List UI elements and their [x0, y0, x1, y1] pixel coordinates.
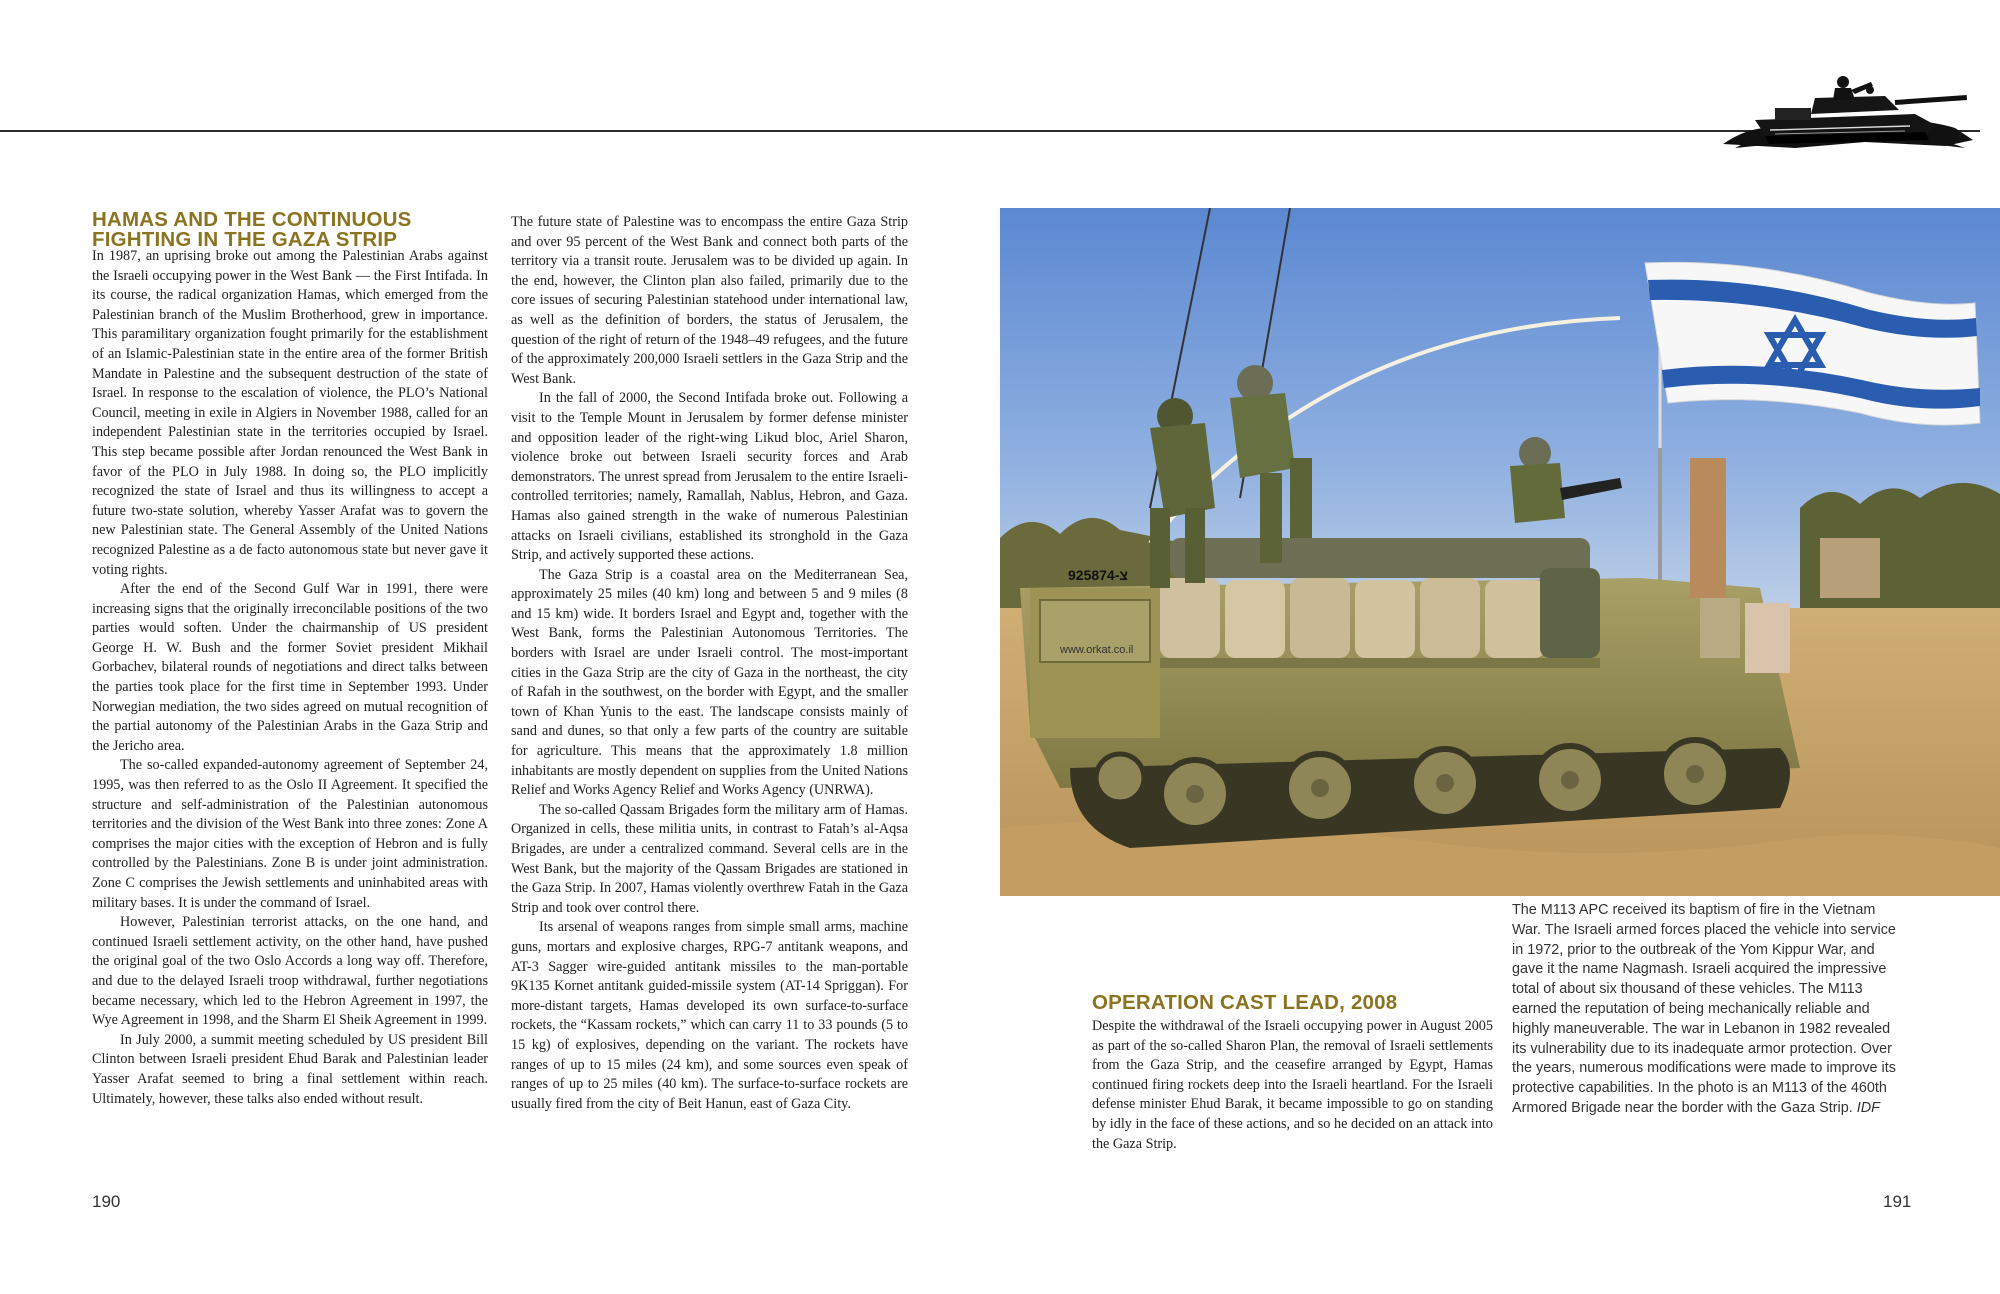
paragraph: The future state of Palestine was to encompass the entire Gaza Strip and over 95 percent of the West Bank and connect both parts of the territory via a transit route. Jerusalem was to be divided up again. In the end, however, the Clinton plan also failed, primarily due to the core issues of securing Palestinian statehood under international law, as well as the definition of borders, the status of Jerusalem, the question of the right of return of the 1948–49 refugees, and the future of the approximately 200,000 Israeli settlers in the Gaza Strip and the West Bank.: [511, 214, 908, 387]
photo-caption: [1512, 901, 1904, 1119]
paragraph: Its arsenal of weapons ranges from simple small arms, machine guns, mortars and explosive charges, RPG-7 antitank weapons, and AT-3 Sagger wire-guided antitank missiles to the man-portable 9K135 Kornet antitank guided-missile system (AT-14 Spriggan). For more-distant targets, Hamas developed its own surface-to-surface rockets, the “Kassam rockets,” which can carry 11 to 33 pounds (5 to 15 kg) of explosives, depending on the variant. The rockets have ranges of up to 15 miles (24 km), and some sources even speak of ranges of up to 25 miles (40 km). The surface-to-surface rockets are usually fired from the city of Beit Hanun, east of Gaza City.: [511, 919, 908, 1112]
left-page-column-1: [92, 247, 488, 1109]
right-page-column: [1092, 1017, 1493, 1154]
page-number-right: 191: [1883, 1192, 1912, 1211]
sandbags: [1160, 538, 1600, 668]
caption-text: The M113 APC received its baptism of fire in the Vietnam War. The Israeli armed forces placed the vehicle into service in 1972, prior to the outbreak of the Yom Kippur War, and gave it the name Nagmash. Israeli acquired the impressive total of about six thousand of these vehicles. The M113 earned the reputation of being mechanically reliable and highly maneuverable. The war in Lebanon in 1982 revealed its vulnerability due to its inadequate armor protection. Over the years, numerous modifications were made to improve its protective capabilities. In the photo is an M113 of the 460th Armored Brigade near the border with the Gaza Strip.: [1512, 902, 1896, 1116]
vehicle-side-text: www.orkat.co.il: [1060, 644, 1134, 656]
paragraph: In 1987, an uprising broke out among the Palestinian Arabs against the Israeli occupying power in the West Bank — the First Intifada. In its course, the radical organization Hamas, which emerged from the Palestinian branch of the Muslim Brotherhood, grew in importance. This paramilitary organization fought primarily for the establishment of an Islamic-Palestinian state in the entire area of the former British Mandate in Palestine and the subsequent destruction of the state of Israel. In response to the escalation of violence, the PLO’s National Council, meeting in exile in Algiers in November 1988, called for an independent Palestinian state in the territories occupied by Israel. This step became possible after Jordan renounced the West Bank in favor of the PLO in July 1988. In doing so, the PLO implicitly recognized the state of Israel and thus its willingness to accept a future two-state solution, whereby Yasser Arafat was to govern the new Palestinian state. The General Assembly of the United Nations recognized Palestine as a de facto autonomous state but never gave it voting rights.: [92, 248, 488, 578]
header-rule: [0, 130, 1980, 132]
tank-silhouette-icon: [1715, 52, 1975, 150]
m113-apc-photo: [1000, 208, 2000, 896]
paragraph: The so-called expanded-autonomy agreement of September 24, 1995, was then referred to as the Oslo II Agreement. It specified the structure and self-administration of the Palestinian autonomous territories and the division of the West Bank into three zones: Zone A comprises the major cities with the exception of Hebron and is fully controlled by the Palestinians. Zone B is under joint administration. Zone C comprises the Jewish settlements and uninhabited areas with military bases. It is under the command of Israel.: [92, 757, 488, 911]
paragraph: The Gaza Strip is a coastal area on the Mediterranean Sea, approximately 25 miles (40 km) long and between 5 and 9 miles (8 and 15 km) wide. It borders Israel and Egypt and, together with the West Bank, forms the Palestinian Autonomous Territories. The borders with Israel are under Israeli control. The most-important cities in the Gaza Strip are the city of Gaza in the northeast, the city of Rafah in the southwest, on the border with Egypt, and the smaller town of Khan Yunis to the east. The landscape consists mainly of sand and dunes, so that only a few parts of the country are suitable for agriculture. This means that the approximately 1.8 million inhabitants are mostly dependent on supplies from the United Nations Relief and Works Agency Relief and Works Agency (UNRWA).: [511, 566, 908, 799]
paragraph: After the end of the Second Gulf War in 1991, there were increasing signs that the originally irreconcilable positions of the two parties would soften. Under the chairmanship of US president George H. W. Bush and the former Soviet president Mikhail Gorbachev, bilateral rounds of negotiations and direct talks between the parties took place for the first time in September 1993. Under Norwegian mediation, the two sides agreed on mutual recognition of the partial autonomy of the Palestinian Arabs in the Gaza Strip and the Jericho area.: [92, 581, 488, 754]
left-page-column-2: [511, 213, 908, 1114]
paragraph: However, Palestinian terrorist attacks, on the one hand, and continued Israeli settlement activity, on the other hand, have pushed the original goal of the two Oslo Accords a long way off. Therefore, and due to the delayed Israeli troop withdrawal, further negotiations became necessary, which led to the Hebron Agreement in 1997, the Wye Agreement in 1998, and the Sharm El Sheik Agreement in 1999.: [92, 914, 488, 1029]
page-number-left: 190: [92, 1192, 121, 1211]
photo-illustration: [1000, 208, 2000, 896]
vehicle-number: 925874-צ: [1068, 567, 1128, 583]
paragraph: Despite the withdrawal of the Israeli occupying power in August 2005 as part of the so-called Sharon Plan, the removal of Israeli settlements from the Gaza Strip, and the ceasefire arranged by Egypt, Hamas continued firing rockets deep into the Israeli heartland. For the Israeli defense minister Ehud Barak, it became impossible to go on standing by idly in the face of these actions, and so he decided on an attack into the Gaza Strip.: [1092, 1018, 1493, 1152]
paragraph: The so-called Qassam Brigades form the military arm of Hamas. Organized in cells, these militia units, in contrast to Fatah’s al-Aqsa Brigades, are under a centralized command. Several cells are in the West Bank, but the majority of the Qassam Brigades are stationed in the Gaza Strip. In 2007, Hamas violently overthrew Fatah in the Gaza Strip and took over control there.: [511, 801, 908, 916]
paragraph: In the fall of 2000, the Second Intifada broke out. Following a visit to the Temple Mount in Jerusalem by former defense minister and opposition leader of the right-wing Likud bloc, Ariel Sharon, violence broke out between Israeli security forces and Arab demonstrators. The unrest spread from Jerusalem to the entire Israeli-controlled territories; namely, Ramallah, Nablus, Hebron, and Gaza. Hamas also gained strength in the wake of numerous Palestinian attacks on Israeli civilians, established its stronghold in the Gaza Strip, and actively supported these actions.: [511, 390, 908, 564]
paragraph: In July 2000, a summit meeting scheduled by US president Bill Clinton between Israeli president Ehud Barak and Palestinian leader Yasser Arafat seemed to bring a final settlement within reach. Ultimately, however, these talks also ended without result.: [92, 1031, 488, 1107]
section-heading-cast-lead: OPERATION CAST LEAD, 2008: [1092, 991, 1398, 1014]
caption-credit: IDF: [1856, 1099, 1880, 1116]
section-heading-hamas: HAMAS AND THE CONTINUOUS FIGHTING IN THE GAZA STRIP: [92, 208, 412, 251]
